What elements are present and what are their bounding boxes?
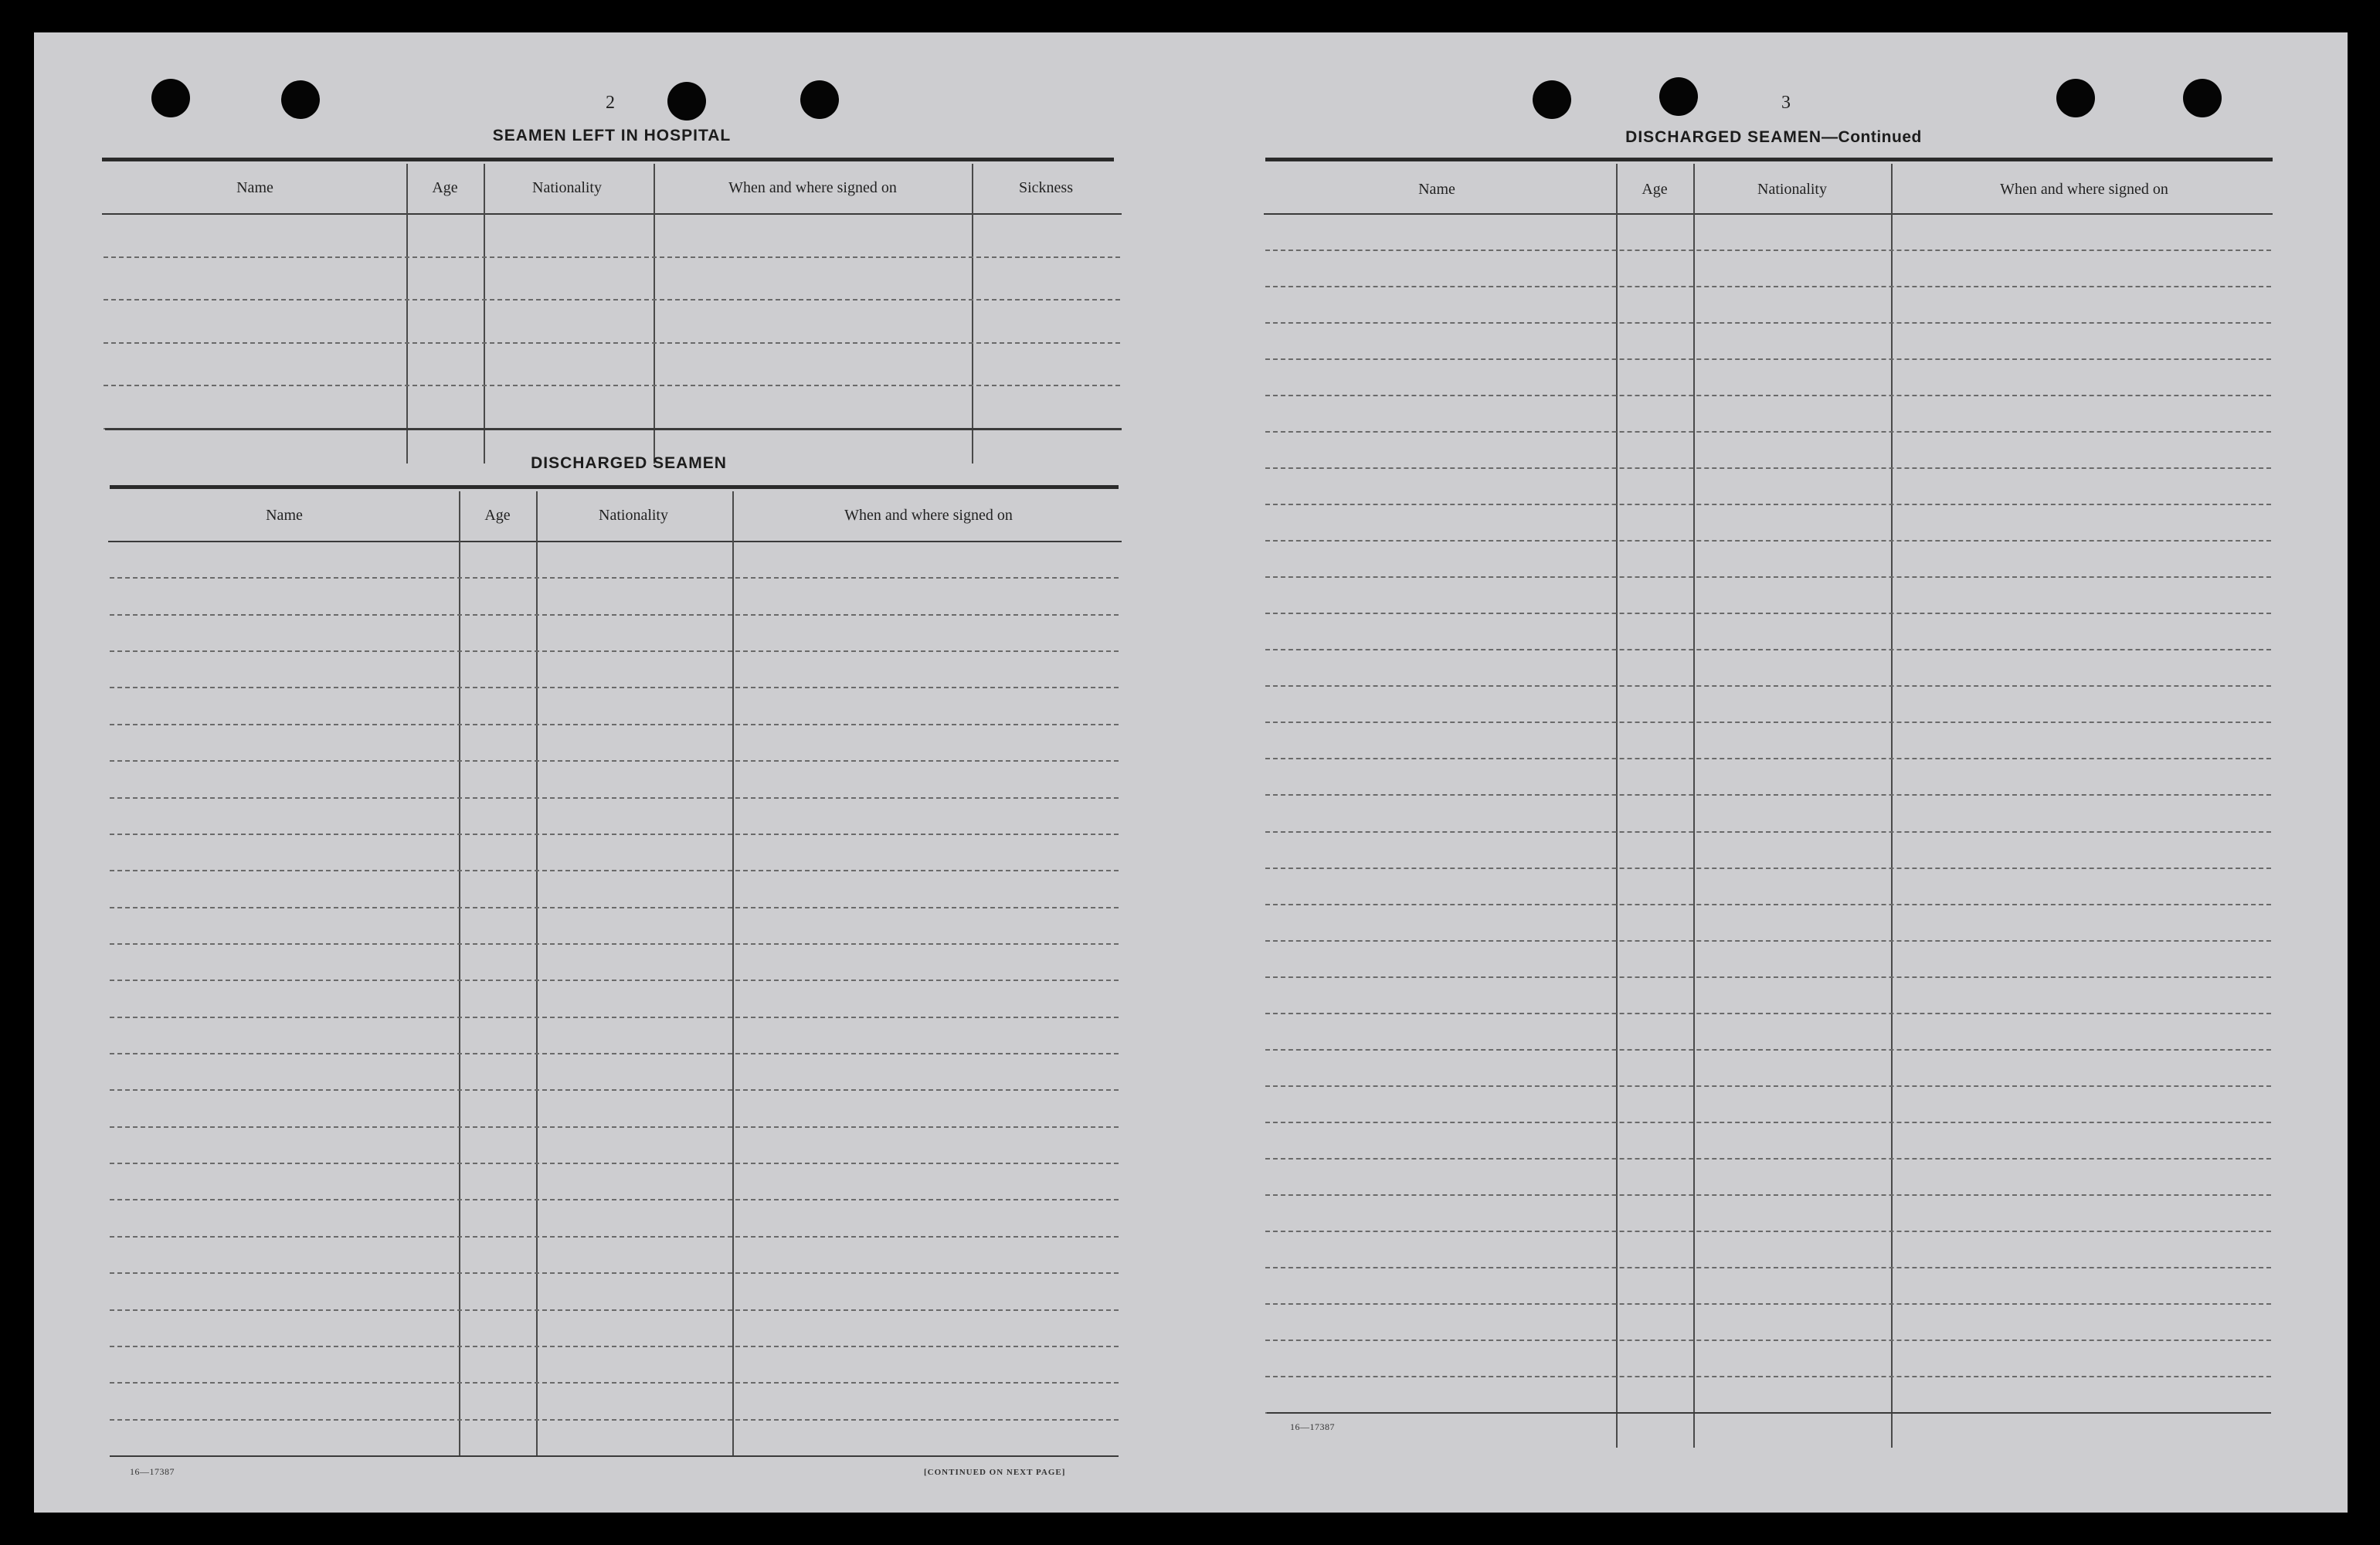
- column-header-sickness: Sickness: [1019, 179, 1073, 196]
- blank-entry-line: [110, 1309, 1119, 1311]
- right-header-rule: [1264, 213, 2273, 215]
- column-header-nationality: Nationality: [532, 179, 602, 196]
- blank-entry-line: [1265, 1303, 2271, 1305]
- blank-entry-line: [1265, 868, 2271, 869]
- blank-entry-line: [110, 1272, 1119, 1274]
- blank-entry-line: [110, 797, 1119, 799]
- punch-hole: [667, 82, 706, 121]
- column-header-signed-on: When and where signed on: [2000, 181, 2168, 198]
- column-divider: [732, 491, 734, 1457]
- blank-entry-line: [1265, 1231, 2271, 1232]
- blank-entry-line: [1265, 1376, 2271, 1377]
- punch-hole: [2056, 79, 2095, 117]
- blank-entry-line: [1265, 685, 2271, 687]
- column-header-name: Name: [1418, 181, 1455, 198]
- column-header-age: Age: [484, 507, 511, 524]
- column-divider: [406, 164, 408, 464]
- blank-entry-line: [1265, 722, 2271, 723]
- discharged-continued-title-suffix: —Continued: [1821, 128, 1922, 146]
- blank-entry-line: [1265, 758, 2271, 759]
- blank-entry-line: [1265, 613, 2271, 614]
- blank-entry-line: [1265, 649, 2271, 650]
- blank-entry-line: [1265, 1085, 2271, 1087]
- column-divider: [654, 164, 655, 464]
- blank-entry-line: [110, 1199, 1119, 1200]
- punch-hole: [1659, 77, 1698, 116]
- blank-entry-line: [1265, 1194, 2271, 1196]
- column-header-nationality: Nationality: [1757, 181, 1827, 198]
- blank-entry-line: [1265, 1013, 2271, 1014]
- blank-entry-line: [1265, 904, 2271, 905]
- column-divider: [1891, 164, 1893, 1448]
- page-number: 2: [606, 93, 615, 113]
- blank-entry-line: [104, 342, 1120, 344]
- blank-entry-line: [1265, 322, 2271, 324]
- blank-entry-line: [110, 834, 1119, 835]
- punch-hole: [1533, 80, 1571, 119]
- column-header-signed-on: When and where signed on: [728, 179, 897, 196]
- blank-entry-line: [110, 870, 1119, 871]
- blank-entry-line: [110, 943, 1119, 945]
- blank-entry-line: [1265, 1122, 2271, 1123]
- blank-entry-line: [110, 1346, 1119, 1347]
- blank-entry-line: [110, 687, 1119, 688]
- column-divider: [1693, 164, 1695, 1448]
- continued-note: [CONTINUED ON NEXT PAGE]: [924, 1468, 1066, 1477]
- column-header-name: Name: [266, 507, 303, 524]
- blank-entry-line: [110, 1089, 1119, 1091]
- column-header-age: Age: [1642, 181, 1668, 198]
- blank-entry-line: [110, 1126, 1119, 1128]
- hospital-bottom-rule: [105, 428, 1122, 430]
- blank-entry-line: [1265, 794, 2271, 796]
- blank-entry-line: [1265, 504, 2271, 505]
- blank-entry-line: [110, 1017, 1119, 1018]
- blank-entry-line: [110, 724, 1119, 725]
- discharged-continued-title-main: DISCHARGED SEAMEN: [1625, 128, 1822, 146]
- punch-hole: [151, 79, 190, 117]
- blank-entry-line: [1265, 358, 2271, 360]
- blank-entry-line: [1265, 1267, 2271, 1268]
- blank-entry-line: [110, 980, 1119, 981]
- blank-entry-line: [1265, 976, 2271, 978]
- blank-entry-line: [1265, 940, 2271, 942]
- blank-entry-line: [1265, 467, 2271, 469]
- blank-entry-line: [110, 760, 1119, 762]
- blank-entry-line: [1265, 286, 2271, 287]
- blank-entry-line: [110, 614, 1119, 616]
- form-sheet: [34, 32, 2348, 1513]
- hospital-top-rule: [102, 158, 1114, 161]
- blank-entry-line: [1265, 395, 2271, 396]
- blank-entry-line: [110, 1053, 1119, 1054]
- right-top-rule: [1265, 158, 2273, 161]
- blank-entry-line: [1265, 1340, 2271, 1341]
- blank-entry-line: [110, 1382, 1119, 1384]
- blank-entry-line: [1265, 1049, 2271, 1051]
- blank-entry-line: [110, 1419, 1119, 1421]
- punch-hole: [2183, 79, 2222, 117]
- blank-entry-line: [1265, 431, 2271, 433]
- blank-entry-line: [1265, 831, 2271, 833]
- blank-entry-line: [1265, 1158, 2271, 1160]
- blank-entry-line: [104, 385, 1120, 386]
- blank-entry-line: [110, 1236, 1119, 1238]
- column-header-nationality: Nationality: [599, 507, 668, 524]
- blank-entry-line: [110, 577, 1119, 579]
- form-number: 16—17387: [1290, 1421, 1335, 1432]
- discharged-continued-title: [1625, 128, 1922, 147]
- blank-entry-line: [110, 1163, 1119, 1164]
- discharged-top-rule: [110, 485, 1119, 489]
- column-divider: [536, 491, 538, 1457]
- page-number: 3: [1781, 93, 1791, 113]
- column-header-age: Age: [432, 179, 458, 196]
- blank-entry-line: [110, 907, 1119, 908]
- column-header-signed-on: When and where signed on: [844, 507, 1013, 524]
- discharged-header-rule: [108, 541, 1122, 542]
- blank-entry-line: [110, 650, 1119, 652]
- blank-entry-line: [1265, 540, 2271, 542]
- column-divider: [972, 164, 973, 464]
- discharged-bottom-rule: [110, 1455, 1119, 1457]
- right-bottom-rule: [1267, 1412, 2271, 1414]
- blank-entry-line: [1265, 250, 2271, 251]
- column-header-name: Name: [236, 179, 273, 196]
- hospital-section-title: SEAMEN LEFT IN HOSPITAL: [492, 127, 732, 144]
- hospital-header-rule: [102, 213, 1122, 215]
- column-divider: [1616, 164, 1618, 1448]
- blank-entry-line: [104, 299, 1120, 301]
- column-divider: [484, 164, 485, 464]
- punch-hole: [800, 80, 839, 119]
- column-divider: [459, 491, 460, 1457]
- blank-entry-line: [104, 256, 1120, 258]
- discharged-section-title: DISCHARGED SEAMEN: [531, 454, 727, 472]
- blank-entry-line: [1265, 576, 2271, 578]
- punch-hole: [281, 80, 320, 119]
- form-number: 16—17387: [130, 1466, 175, 1477]
